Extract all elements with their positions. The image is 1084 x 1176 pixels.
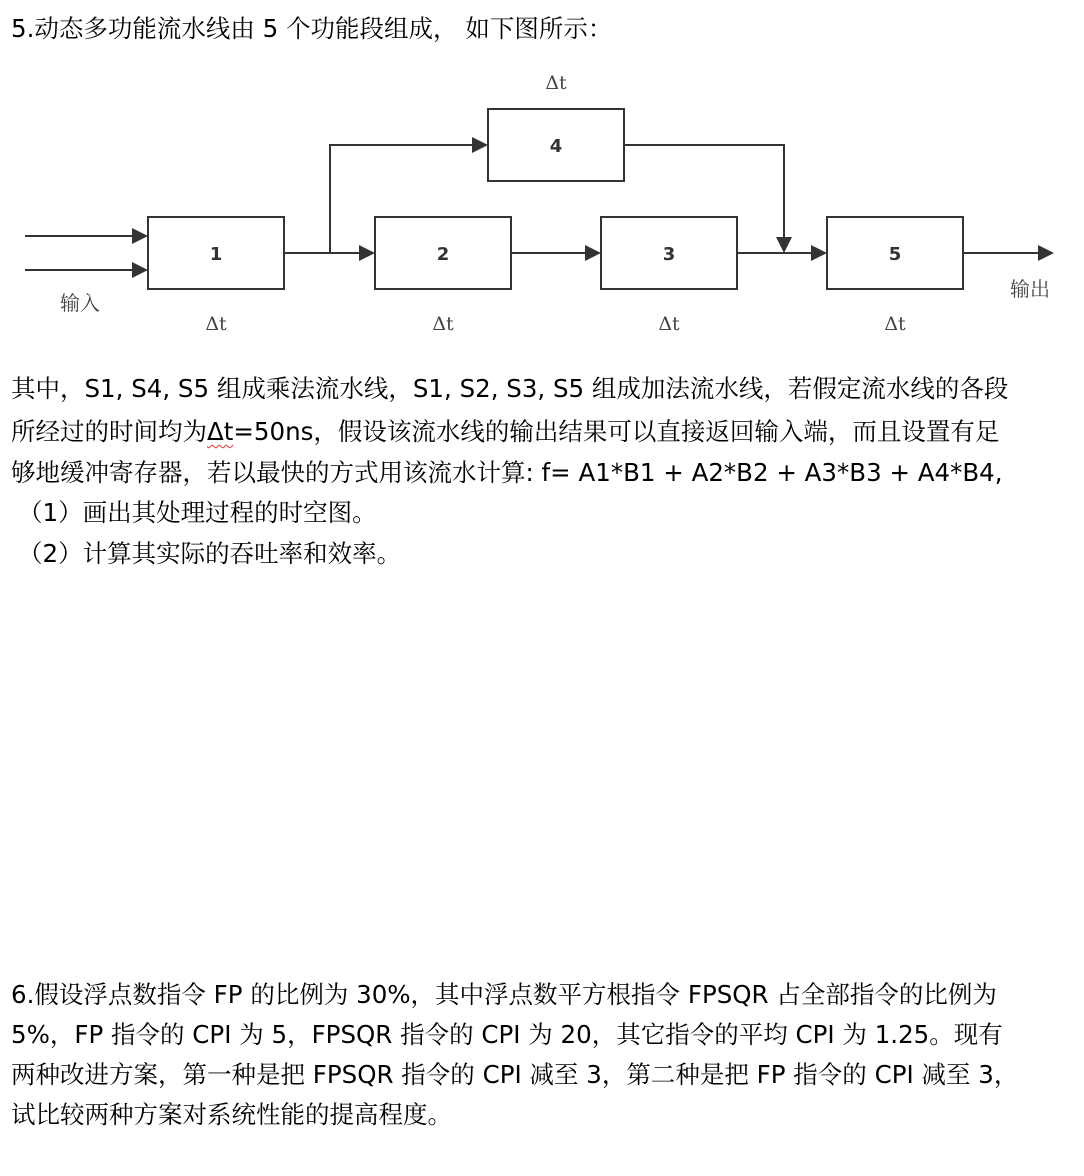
delta-t-symbol: Δt: [207, 417, 234, 446]
problem5-text-line2: [11, 417, 999, 447]
problem6-line4: 试比较两种方案对系统性能的提高程度。: [11, 1100, 452, 1129]
pipeline-diagram: [0, 62, 1084, 342]
problem5-text-line2-a: 所经过的时间均为: [11, 417, 207, 446]
delta-label-4: Δt: [545, 72, 567, 94]
problem5-question-1: （1）画出其处理过程的时空图。: [18, 498, 377, 527]
problem5-text-line3: 够地缓冲寄存器，若以最快的方式用该流水计算: f= A1*B1 + A2*B2 + A3*B3 + A4*B4,: [11, 458, 1003, 487]
output-label: 输出: [1010, 277, 1050, 301]
delta-label-2: Δt: [432, 313, 454, 335]
stage-label-4: 4: [549, 136, 563, 157]
delta-label-5: Δt: [884, 313, 906, 335]
problem5-text-line1: 其中，S1, S4, S5 组成乘法流水线，S1, S2, S3, S5 组成加法流水线，若假定流水线的各段: [11, 374, 1009, 403]
problem6-line3: 两种改进方案，第一种是把 FPSQR 指令的 CPI 减至 3，第二种是把 FP 指令的 CPI 减至 3，: [11, 1060, 1019, 1089]
stage-label-1: 1: [209, 244, 223, 265]
problem5-text-line2-b: =50ns，假设该流水线的输出结果可以直接返回输入端，而且设置有足: [233, 417, 1000, 446]
input-label: 输入: [60, 291, 100, 315]
problem6-line2: 5%，FP 指令的 CPI 为 5，FPSQR 指令的 CPI 为 20，其它指令的平均 CPI 为 1.25。现有: [11, 1020, 1003, 1049]
stage-label-2: 2: [436, 244, 450, 265]
stage-label-3: 3: [662, 244, 676, 265]
problem6-line1: 6.假设浮点数指令 FP 的比例为 30%，其中浮点数平方根指令 FPSQR 占全部指令的比例为: [11, 980, 997, 1009]
delta-label-1: Δt: [205, 313, 227, 335]
delta-label-3: Δt: [658, 313, 680, 335]
stage-label-5: 5: [888, 244, 902, 265]
problem5-title: 5.动态多功能流水线由 5 个功能段组成， 如下图所示：: [11, 14, 613, 43]
problem5-question-2: （2）计算其实际的吞吐率和效率。: [18, 539, 402, 568]
